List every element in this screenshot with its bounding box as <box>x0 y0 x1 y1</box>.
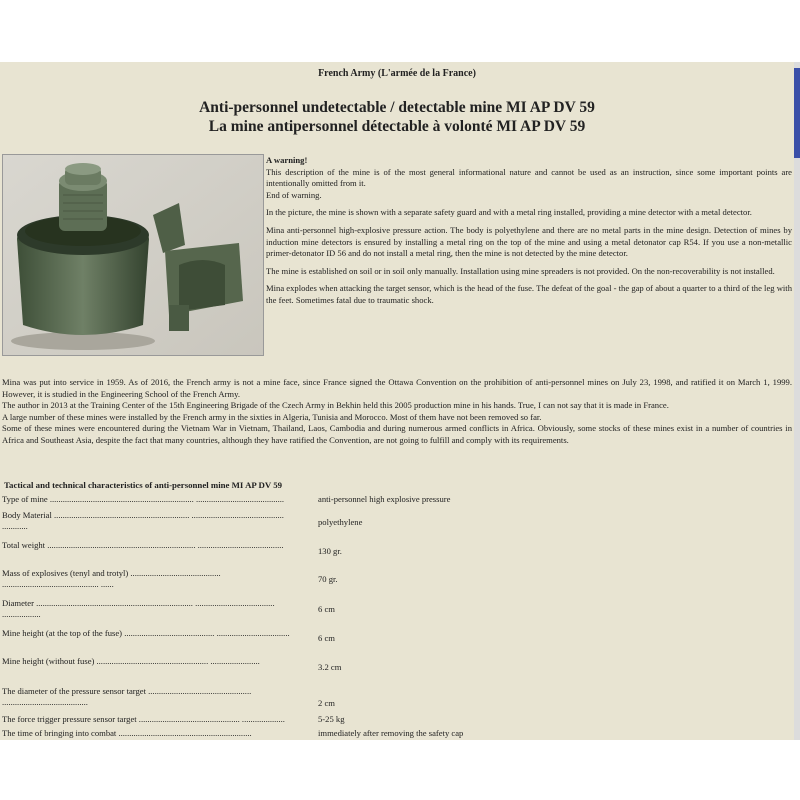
spec-label: Type of mine ................................................................... ......................................... <box>2 494 285 504</box>
spec-value: polyethylene <box>318 517 363 527</box>
intro-paragraph: The mine is established on soil or in soil only manually. Installation using mine spreaders is not provided. On the non-recoverability is not installed. <box>266 265 775 276</box>
spec-label: Mine height (at the top of the fuse) .......................................... .................................. <box>2 628 290 638</box>
intro-paragraph: Mina anti-personnel high-explosive pressure action. The body is polyethylene and there are no metal parts in the mine design. Detection of mines by induction mine detectors is ensured by installing a metal ring on the top of the mine and using a metal detonator cap R54. If you use a non-metallic primer-detonator ID 56 and do not install a metal ring, then the mine is not detected by the mine detector. <box>266 224 792 259</box>
history-paragraph: Some of these mines were encountered during the Vietnam War in Vietnam, Thailand, Laos, Cambodia and during numerous armed conflicts in Africa. Obviously, some stocks of these mines exist in a number of countries in Africa and Southeast Asia, despite the fact that many countries, although they have ratified the Convention, are not going to fulfill and comply with its requirements. <box>2 423 792 445</box>
page-title <box>0 98 794 136</box>
intro-text <box>266 155 792 313</box>
mine-photo-icon <box>3 155 263 355</box>
spec-label: Body Material ............................................................... ........................................... ............ <box>2 510 284 531</box>
spec-label: Diameter ......................................................................... ..................................... .................. <box>2 598 275 619</box>
spec-label: Mine height (without fuse) .................................................... ....................... <box>2 656 260 666</box>
scrollbar-thumb[interactable] <box>794 68 800 158</box>
warning-text: This description of the mine is of the most general informational nature and cannot be used as an instruction, since some important points are intentionally omitted from it. <box>266 166 792 189</box>
warning-title: A warning! <box>266 155 308 165</box>
intro-paragraph: In the picture, the mine is shown with a separate safety guard and with a metal ring installed, providing a mine detector with a metal detector. <box>266 207 752 218</box>
spec-label: Mass of explosives (tenyl and trotyl) .......................................... ............................................. ...... <box>2 568 221 589</box>
spec-value: anti-personnel high explosive pressure <box>318 494 451 504</box>
spec-value: 5-25 kg <box>318 714 345 724</box>
spec-label: The force trigger pressure sensor target ............................................... .................... <box>2 714 285 724</box>
spec-value: immediately after removing the safety cap <box>318 728 464 738</box>
specs-heading: Tactical and technical characteristics of anti-personnel mine MI AP DV 59 <box>4 480 283 490</box>
army-caption: French Army (L'armée de la France) <box>318 68 476 79</box>
spec-label: Total weight ..................................................................... ........................................ <box>2 540 284 550</box>
warning-end: End of warning. <box>266 189 322 200</box>
history-paragraph: The author in 2013 at the Training Center of the 15th Engineering Brigade of the Czech Army in Bekhin held this 2005 production mine in his hands. True, I can not say that it is made in France. <box>2 400 669 411</box>
vertical-scrollbar[interactable] <box>794 62 800 740</box>
spec-value: 2 cm <box>318 698 335 708</box>
spec-label: The diameter of the pressure sensor target ................................................ ........................................ <box>2 686 252 707</box>
mine-photo <box>2 154 264 356</box>
intro-paragraph: Mina explodes when attacking the target sensor, which is the head of the fuse. The defeat of the goal - the gap of about a quarter to a third of the leg with the feet. Sometimes fatal due to traumatic shock. <box>266 283 792 305</box>
spec-value: 6 cm <box>318 633 335 643</box>
history-text <box>2 377 792 447</box>
spec-label: The time of bringing into combat .............................................................. <box>2 728 252 738</box>
page-content <box>0 62 794 740</box>
spec-value: 70 gr. <box>318 574 338 584</box>
spec-value: 130 gr. <box>318 546 342 556</box>
spec-value: 6 cm <box>318 604 335 614</box>
history-paragraph: Mina was put into service in 1959. As of 2016, the French army is not a mine face, since France signed the Ottawa Convention on the prohibition of anti-personnel mines on July 23, 1998, and ratified it on March 1, 1999. However, it is studied in the Engineering School of the French Army. <box>2 377 792 399</box>
spec-value: 3.2 cm <box>318 662 342 672</box>
title-french: La mine antipersonnel détectable à volonté MI AP DV 59 <box>208 118 586 135</box>
title-english: Anti-personnel undetectable / detectable mine MI AP DV 59 <box>199 99 595 116</box>
history-paragraph: A large number of these mines were installed by the French army in the sixties in Algeria, Tunisia and Morocco. Most of them have not been removed so far. <box>2 411 542 422</box>
